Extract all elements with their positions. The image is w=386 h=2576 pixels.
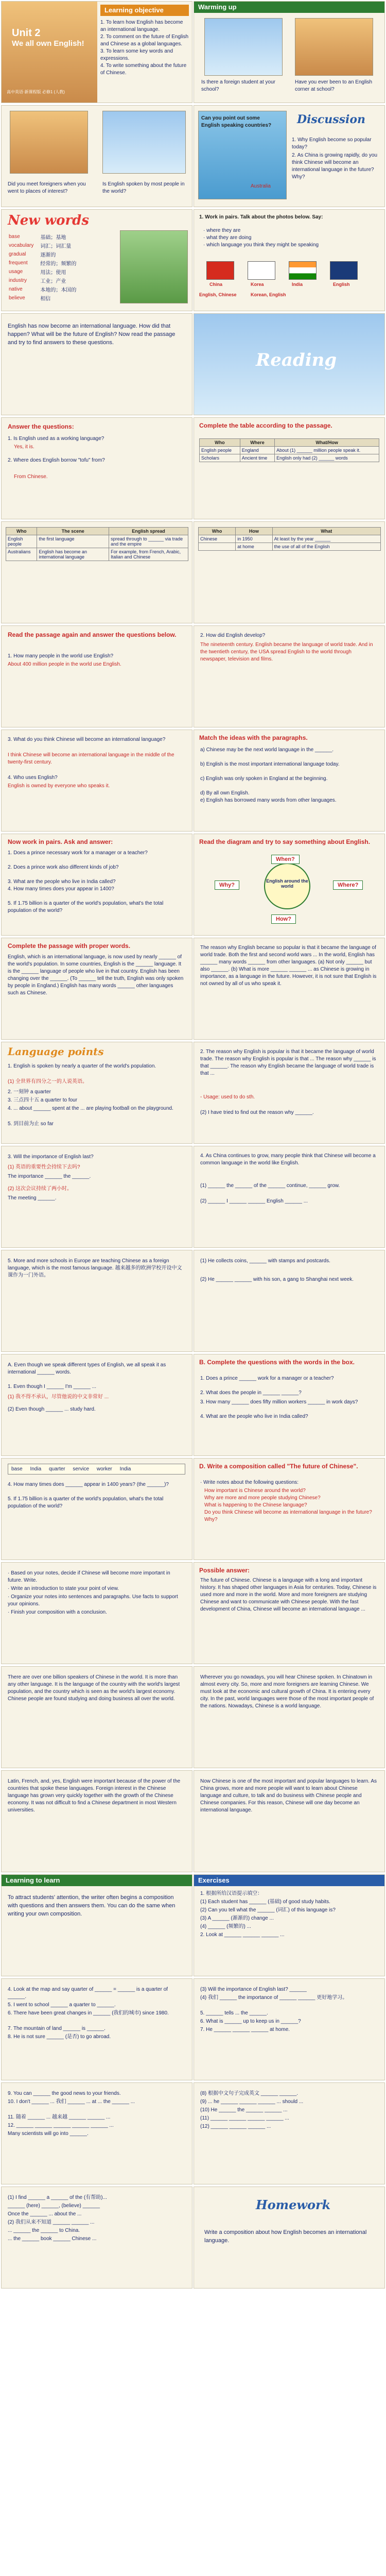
word: usage: [9, 269, 23, 275]
exercise-line: 7. The mountain of land ______ is ______.: [8, 2026, 106, 2031]
node-how: How?: [271, 914, 296, 924]
composition-heading: D. Write a composition called "The future of Chinese".: [199, 1463, 358, 1470]
slide-2: [194, 1, 385, 103]
cell: English people: [6, 535, 37, 548]
unit-title: Unit 2 We all own English!: [12, 27, 84, 48]
read-again-heading: Read the passage again and answer the questions below.: [8, 631, 177, 638]
slide-5-left: [1, 209, 192, 311]
exercise-line: (1) I find ______ a ______ of the (有帮助)...: [8, 2195, 107, 2200]
exercise-line: 9. You can ______ the good news to your friends.: [8, 2091, 121, 2096]
word: native: [9, 286, 23, 292]
exercise-line: (2) 我们从来不知道 ______ ______ ...: [8, 2219, 95, 2225]
collects-text: (1) He collects coins, ______ with stamps and postcards.: [200, 1258, 330, 1264]
exercise-line: (4) 我们 ______ the importance of ______ ______ 更好地学习。: [200, 1995, 348, 2001]
lp-item: 4. ... about ______ spent at the ... are playing football on the playground.: [8, 1106, 173, 1111]
slide-8-left: [1, 521, 192, 623]
slide-12-left: [1, 938, 192, 1040]
reason-note: (2) I have tried to find out the reason why ______.: [200, 1110, 314, 1115]
slide-8-right: [194, 521, 385, 623]
warming-up-banner: Warming up: [194, 2, 384, 13]
meaning: 逐渐的: [40, 252, 56, 258]
complete-q: 1. Does a prince ______ work for a manager or a teacher?: [200, 1376, 334, 1381]
match-heading: Match the ideas with the paragraphs.: [199, 734, 308, 741]
possible-answer-heading: Possible answer:: [199, 1567, 250, 1574]
cell: at home: [236, 543, 272, 551]
flag-label-china: China: [209, 282, 223, 287]
slide-24-right: [194, 2187, 385, 2289]
box-word: India: [119, 1466, 131, 1472]
learning-to-learn-banner: Learning to learn: [2, 1875, 192, 1886]
slide-15-right: [194, 1250, 385, 1352]
india-flag: [289, 261, 317, 280]
pair-q: 2. Does a prince work also different kinds of job?: [8, 865, 119, 870]
slide-15-left: [1, 1250, 192, 1352]
pair-point-3: · which language you think they might be speaking: [203, 242, 319, 248]
exercise-line: 12. ______ ______ ______ ______ ______ ...: [8, 2123, 114, 2128]
flag-label-english: English: [333, 282, 350, 287]
q-english-spoken: Is English spoken by most people in the world?: [102, 181, 185, 194]
last-item: 3. Will the importance of English last?: [8, 1154, 94, 1160]
plan-item: · Based on your notes, decide if Chinese will become more important in future. Write.: [8, 1570, 170, 1583]
slide-10-right: [194, 730, 385, 832]
meaning: 用法；使用: [40, 270, 66, 276]
exercise-line: 7. He ______ ______ ______ at home.: [200, 2027, 290, 2032]
slide-12-right: [194, 938, 385, 1040]
meaning: 相信: [40, 296, 51, 302]
world-photo: [102, 111, 186, 174]
possible-answer: The future of Chinese. Chinese is a language with a long and important history. It has shaped other languages in Asia for centuries. Today, Chinese is used more and more in the world. More and more foreigners are studying Chinese and want to communicate with Chinese people. With the fast development of China, Chinese will become an international language ...: [200, 1578, 377, 1612]
meaning: 词汇；词汇量: [40, 244, 72, 249]
cell: in 1950: [236, 535, 272, 543]
complete-q-heading: B. Complete the questions with the words in the box.: [199, 1359, 355, 1366]
q-who-uses: 4. Who uses English?: [8, 775, 58, 781]
cell: the use of all of the English: [272, 543, 380, 551]
exercise-line: (10) He ______ the ______ ______ ...: [200, 2107, 288, 2113]
cell: About (1) ______ million people speak it.: [275, 447, 379, 454]
continue-ex1: (1) ______ the ______ of the ______ continue, ______ grow.: [200, 1183, 340, 1189]
word-list: [9, 232, 77, 302]
flag-label-korean-english: Korean, English: [251, 292, 286, 297]
exercise-line: 5. ______ tells ... the ______.: [200, 2010, 268, 2016]
even-item: 1. Even though I ______ I'm ______ ...: [8, 1384, 97, 1389]
a-chinese-intl: I think Chinese will become an international language in the middle of the twenty-first century.: [8, 752, 174, 765]
q-how-many: 1. How many people in the world use English?: [8, 653, 114, 659]
col-head: What: [272, 528, 380, 535]
pair-q: 1. Does a prince necessary work for a manager or a teacher?: [8, 850, 148, 856]
slide-10-left: [1, 730, 192, 832]
pair-point-1: · where they are: [203, 228, 241, 233]
q-chinese-intl: 3. What do you think Chinese will become an international language?: [8, 737, 166, 742]
match-item: d) By all own English.: [200, 790, 250, 796]
exercise-line: ... ______ the ______ to China.: [8, 2228, 80, 2233]
a-develop: The nineteenth century. English became the language of world trade. And in the twentieth century, the USA spread English to the world through newspaper, television and films.: [200, 642, 373, 662]
word: gradual: [9, 251, 26, 257]
spread-table: [6, 527, 188, 561]
center-node-label: English around the world: [266, 878, 308, 889]
slide-11-right: [194, 834, 385, 936]
cell: the first language: [37, 535, 109, 548]
last-item: The meeting ______.: [8, 1195, 57, 1201]
q-foreigners: Did you meet foreigners when you went to places of interest?: [8, 181, 86, 194]
box-q: 5. If 1.75 billion is a quarter of the world's population, what's the total population of the world?: [8, 1496, 164, 1509]
slide-23-left: [1, 2082, 192, 2184]
slide-16-right: [194, 1354, 385, 1456]
slide-9-left: [1, 625, 192, 727]
plan-item: · Write an introduction to state your point of view.: [8, 1586, 119, 1591]
center-node: [264, 863, 310, 909]
col-head: The scene: [37, 528, 109, 535]
exercise-line: Once the ______ ... about the ...: [8, 2211, 82, 2217]
table-title: Complete the table according to the passage.: [199, 422, 332, 429]
box-q: 4. How many times does ______ appear in 1400 years? (the ______)?: [8, 1482, 169, 1487]
essay-para: Now Chinese is one of the most important and popular languages to learn. As China grows, more and more people will want to learn about Chinese language and culture, to talk and do business with Chinese people and Chinese companies. For this reason, Chinese will one day become an international language.: [200, 1778, 377, 1813]
reason-text: 2. The reason why English is popular is that it became the language of world trade. The reason why English is popular is that ... The reason why ______ is that ______. The reason why English became the language of world trade is that ...: [200, 1049, 376, 1076]
match-item: e) English has borrowed many words from other languages.: [200, 798, 337, 803]
exercise-line: ... the ______ book ______ Chinese ...: [8, 2236, 97, 2242]
plan-item: · Organize your notes into sentences and paragraphs. Use facts to support your opinions.: [8, 1594, 178, 1607]
tourists-photo: [10, 111, 88, 174]
lp-item: 5. 到目前为止 so far: [8, 1121, 54, 1127]
slide-18-right: [194, 1562, 385, 1664]
box-word: India: [30, 1466, 42, 1472]
node-where: Where?: [333, 880, 363, 890]
exercise-line: 5. I went to school ______ a quarter to ______.: [8, 2002, 116, 2008]
exercise-line: (2) Can you tell what the ______ (词汇) of this language is?: [200, 1907, 336, 1913]
last-item: (1) 英语的重要性会持续下去吗?: [8, 1164, 80, 1170]
last-item: (2) 这次会议持续了两小时。: [8, 1186, 72, 1192]
word: base: [9, 234, 20, 240]
schools-text: 5. More and more schools in Europe are teaching Chinese as a foreign language, which is the most famous language. 越来越多的欧洲学校开设中文课作为一门外语。: [8, 1258, 182, 1278]
slide-19-right: [194, 1666, 385, 1768]
map-question: Can you point out some English speaking countries?: [201, 115, 272, 128]
language-points-heading: Language points: [8, 1045, 104, 1058]
slide-6-right: [194, 313, 385, 415]
match-item: a) Chinese may be the next world language in the ______.: [200, 747, 334, 753]
flag-label-india: India: [292, 282, 303, 287]
essay-para: Latin, French, and, yes, English were important because of the power of the countries that spoke these languages. Foreign interest in the Chinese language has grown very quickly together with the growth of the Chinese economy. It was not difficult to find a Chinese department in most Western universities.: [8, 1778, 181, 1813]
col-head: Who: [199, 528, 236, 535]
diagram-heading: Read the diagram and try to say something about English.: [199, 838, 371, 845]
col-head: English spread: [109, 528, 188, 535]
exercise-line: (3) Will the importance of English last? ______: [200, 1987, 307, 1992]
q2: 2. Where does English borrow "tofu" from?: [8, 457, 105, 463]
match-item: b) English is the most important international language today.: [200, 761, 340, 767]
pair-title: 1. Work in pairs. Talk about the photos below. Say:: [199, 214, 323, 220]
a-how-many: About 400 million people in the world use English.: [8, 662, 121, 667]
slide-4: [194, 105, 385, 207]
discussion-1: 1. Why English become so popular today?: [292, 137, 372, 150]
slide-5-right: [194, 209, 385, 311]
box-word: quarter: [48, 1466, 65, 1472]
exercise-line: (4) ______ (频繁的) ...: [200, 1924, 251, 1929]
composition-note: What is happening to the Chinese language?: [204, 1502, 307, 1508]
match-item: c) English was only spoken in England at the beginning.: [200, 776, 328, 782]
slide-14-left: [1, 1146, 192, 1248]
slide-22-left: [1, 1978, 192, 2080]
homework-text: Write a composition about how English becomes an international language.: [204, 2229, 367, 2244]
meaning: 经常的；频繁的: [40, 261, 77, 267]
slide-7-right: [194, 417, 385, 519]
col-head: Who: [6, 528, 37, 535]
pairs-heading: Now work in pairs. Ask and answer:: [8, 838, 113, 845]
new-words-heading: New words: [8, 213, 89, 228]
cell: English people: [200, 447, 240, 454]
complete-passage-right: The reason why English became so popular is that it became the language of world trade. Both the first and second world wars ... In the world, English has ______ many words ______ from other languages. (a) Not only ______ but also ______. (b) What is more ______ ______ ... as Chinese is growing in importance, as a language in the future. However, it is not sure that English is not owned by all of us who speak it.: [200, 945, 377, 987]
continue-text: 4. As China continues to grow, many people think that Chinese will become a common language in the world like English.: [200, 1153, 376, 1166]
plan-item: · Finish your composition with a conclusion.: [8, 1609, 107, 1615]
answer-heading: Answer the questions:: [8, 423, 74, 430]
slide-9-right: [194, 625, 385, 727]
exercise-line: 1. 根据所给汉语提示填空：: [200, 1891, 263, 1896]
col-head: Who: [200, 439, 240, 447]
complete-heading: Complete the passage with proper words.: [8, 942, 131, 950]
complete-passage: English, which is an international language, is now used by nearly ______ of the world's population. In some countries, English is the ______ language. It is the ______ language of people who live in that country. English has been changing over the ______. (To ______ tell the truth, English was only spoken by people in England.) English has many words ______ other languages such as Chinese.: [8, 954, 184, 996]
col-head: What/How: [275, 439, 379, 447]
exercise-line: 6. What is ______ up to keep us in ______?: [200, 2019, 301, 2024]
complete-q: 4. What are the people who live in India called?: [200, 1414, 308, 1419]
complete-q: 2. What does the people in ______ ______?: [200, 1390, 302, 1396]
words-photo: [120, 230, 188, 303]
slide-14-right: [194, 1146, 385, 1248]
pair-q: 4. How many times does your appear in 1400?: [8, 886, 114, 892]
lp-item: 2. 一刻钟 a quarter: [8, 1089, 51, 1095]
node-why: Why?: [215, 880, 239, 890]
exercise-line: (1) Each student has ______ (基础) of good study habits.: [200, 1899, 330, 1905]
exercise-line: 11. 随着 ______ ... 越来越 ______ ______ ...: [8, 2114, 111, 2120]
cell: Australians: [6, 548, 37, 561]
slide-3: [1, 105, 192, 207]
essay-para: Wherever you go nowadays, you will hear Chinese spoken. In Chinatown in almost every city. So, more and more foreigners are learning Chinese. We must look at the economic and cultural growth of China. It is entering every city. In the past, world languages were those of the most important people of the nations. Nowadays, Chinese is a world language.: [200, 1674, 374, 1709]
objective-2: 2. To comment on the future of English and Chinese as a global languages.: [100, 34, 189, 47]
slide-20-right: [194, 1770, 385, 1872]
exercise-line: 2. Look at ______ ______ ______ ...: [200, 1932, 285, 1938]
slide-13-left: [1, 1042, 192, 1144]
exercise-line: (12) ______ ______ ______ ...: [200, 2124, 271, 2129]
exercises-banner: Exercises: [194, 1875, 384, 1886]
last-item: The importance ______ the ______.: [8, 1174, 91, 1179]
q1: 1. Is English used as a working language?: [8, 436, 104, 442]
discussion-2: 2. As China is growing rapidly, do you think Chinese will become an international language in the future? Why?: [292, 152, 378, 180]
composition-note: Do you think Chinese will become as international language in the future? Why?: [204, 1510, 372, 1522]
passage-table: [199, 438, 379, 462]
lp-item: 1. English is spoken by nearly a quarter of the world's population.: [8, 1063, 156, 1069]
cell: England: [240, 447, 274, 454]
lp-item: (1) 全世界有四分之一的人说英语。: [8, 1079, 87, 1084]
continue-ex2: (2) ______ I ______ ______ English ______ ...: [200, 1198, 308, 1204]
a1: Yes, it is.: [14, 444, 34, 450]
slide-20-left: [1, 1770, 192, 1872]
even-item: (2) Even though ______ ... study hard.: [8, 1406, 96, 1412]
cell: Chinese: [199, 535, 236, 543]
exercise-line: Many scientists will go into ______.: [8, 2131, 89, 2137]
word-box: [8, 1464, 185, 1475]
slide-24-left: [1, 2187, 192, 2289]
slide-22-right: [194, 1978, 385, 2080]
exercise-line: 10. I don't ______ ... 我们 ______ ... at ... the ______ ...: [8, 2099, 135, 2105]
exercise-line: 6. There have been great changes in ______ (我们的城市) since 1980.: [8, 2010, 169, 2016]
exercise-line: (9) ... he ______ ______ ______ ... should ...: [200, 2099, 304, 2105]
composition-note: · Write notes about the following questions:: [200, 1480, 299, 1485]
objective-4: 4. To write something about the future of Chinese.: [100, 63, 187, 76]
col-head: How: [236, 528, 272, 535]
word: frequent: [9, 260, 28, 266]
slide-21-right: [194, 1874, 385, 1976]
essay-para: There are over one billion speakers of Chinese in the world. It is more than any other language. It is the language of the country with the world's largest population, and the country which is seen as the world's largest economy. Chinese people are found studying and doing business all over the world.: [8, 1674, 180, 1702]
slide-11-left: [1, 834, 192, 936]
slide-21-left: [1, 1874, 192, 1976]
exercise-line: 4. Look at the map and say quarter of ______ = ______ is a quarter of ______.: [8, 1987, 168, 1999]
pair-q: 3. What are the people who live in India called?: [8, 879, 116, 885]
slide-13-right: [194, 1042, 385, 1144]
uk-flag: [330, 261, 358, 280]
objective-1: 1. To learn how English has become an international language.: [100, 20, 183, 32]
cell: English has become an international language: [37, 548, 109, 561]
english-corner-photo: [295, 18, 373, 76]
exercise-line: (3) A ______ (渐渐的) change ...: [200, 1916, 274, 1921]
even-item: A. Even though we speak different types of English, we all speak it as international ______ words.: [8, 1362, 166, 1375]
cell: English only had (2) ______ words: [275, 454, 379, 462]
exercise-line: (11) ______ ______ ______ ______ ...: [200, 2115, 289, 2121]
word: industry: [9, 278, 27, 283]
korea-flag: [248, 261, 275, 280]
exercise-line: (8) 根据中文句子完成英文 ______ ______.: [200, 2091, 299, 2096]
chinese-table: [198, 527, 381, 551]
school-photo: [204, 18, 283, 76]
slide-23-right: [194, 2082, 385, 2184]
cell: At least by the year ______: [272, 535, 380, 543]
course-subtitle: 高中英语·新课程版 必修1 (人教): [7, 90, 65, 94]
learning-tip: To attract students' attention, the writer often begins a composition with questions and then answers them. You can do the same when writing your own composition.: [8, 1894, 176, 1917]
box-word: service: [73, 1466, 90, 1472]
composition-note: Why are more and more people studying Chinese?: [204, 1495, 321, 1501]
slide-18-left: [1, 1562, 192, 1664]
node-when: When?: [271, 855, 300, 864]
slide-16-left: [1, 1354, 192, 1456]
exercise-line: ______ (here) ______, (believe) ______: [8, 2203, 100, 2209]
slide-6-left: [1, 313, 192, 415]
title-photo: [2, 2, 97, 103]
meaning: 工业；产业: [40, 279, 66, 284]
lp-item: 3. 三点四十五 a quarter to four: [8, 1097, 78, 1103]
reading-intro: English has now become an international language. How did that happen? What will be the future of English? Now read the passage and try to find answers to these questions.: [8, 323, 176, 346]
homework-heading: Homework: [256, 2197, 331, 2212]
pair-point-2: · what they are doing: [203, 235, 252, 241]
a2: From Chinese.: [14, 474, 48, 480]
cell: spread through to ______ via trade and the empire: [109, 535, 188, 548]
reason-usage: - Usage: used to do sth.: [200, 1094, 255, 1100]
even-item: (1) 我不得不承认，尽管他说的中文非常好 ...: [8, 1394, 109, 1400]
learning-objective-banner: Learning objective: [100, 5, 189, 16]
cell: [199, 543, 236, 551]
objective-3: 3. To learn some key words and expressions.: [100, 48, 173, 61]
a-who-uses: English is owned by everyone who speaks it.: [8, 783, 110, 789]
complete-q: 3. How many ______ does fifty million workers ______ in work days?: [200, 1399, 358, 1405]
flag-label-korea: Korea: [251, 282, 264, 287]
col-head: Where: [240, 439, 274, 447]
meaning: 基础；基地: [40, 235, 66, 241]
gang-text: (2) He ______ ______ with his son, a gang to Shanghai next week.: [200, 1277, 354, 1282]
warmup-q2: Have you ever been to an English corner at school?: [295, 79, 373, 92]
slide-17-right: [194, 1458, 385, 1560]
slide-17-left: [1, 1458, 192, 1560]
china-flag: [206, 261, 234, 280]
cell: For example, from French, Arabic, Italian and Chinese: [109, 548, 188, 561]
word: vocabulary: [9, 243, 34, 248]
q-develop: 2. How did English develop?: [200, 633, 266, 638]
map-label: Australia: [251, 183, 271, 189]
cell: Scholars: [200, 454, 240, 462]
reading-title: Reading: [256, 350, 337, 370]
composition-note: How important is Chinese around the world?: [204, 1488, 306, 1494]
pair-q: 5. If 1.75 billion is a quarter of the world's population, what's the total population of the world?: [8, 901, 164, 913]
discussion-heading: Discussion: [297, 113, 366, 126]
slide-1-left: [1, 1, 192, 103]
meaning: 本地的；本国的: [40, 287, 77, 293]
cell: Ancient time: [240, 454, 274, 462]
flag-label-english-chinese: English, Chinese: [199, 292, 237, 297]
exercise-line: 8. He is not sure ______ (是否) to go abroad.: [8, 2034, 111, 2040]
slide-19-left: [1, 1666, 192, 1768]
word: believe: [9, 295, 25, 301]
warmup-q1: Is there a foreign student at your school?: [201, 79, 275, 92]
box-word: base: [11, 1466, 23, 1472]
slide-7-left: [1, 417, 192, 519]
box-word: worker: [96, 1466, 112, 1472]
